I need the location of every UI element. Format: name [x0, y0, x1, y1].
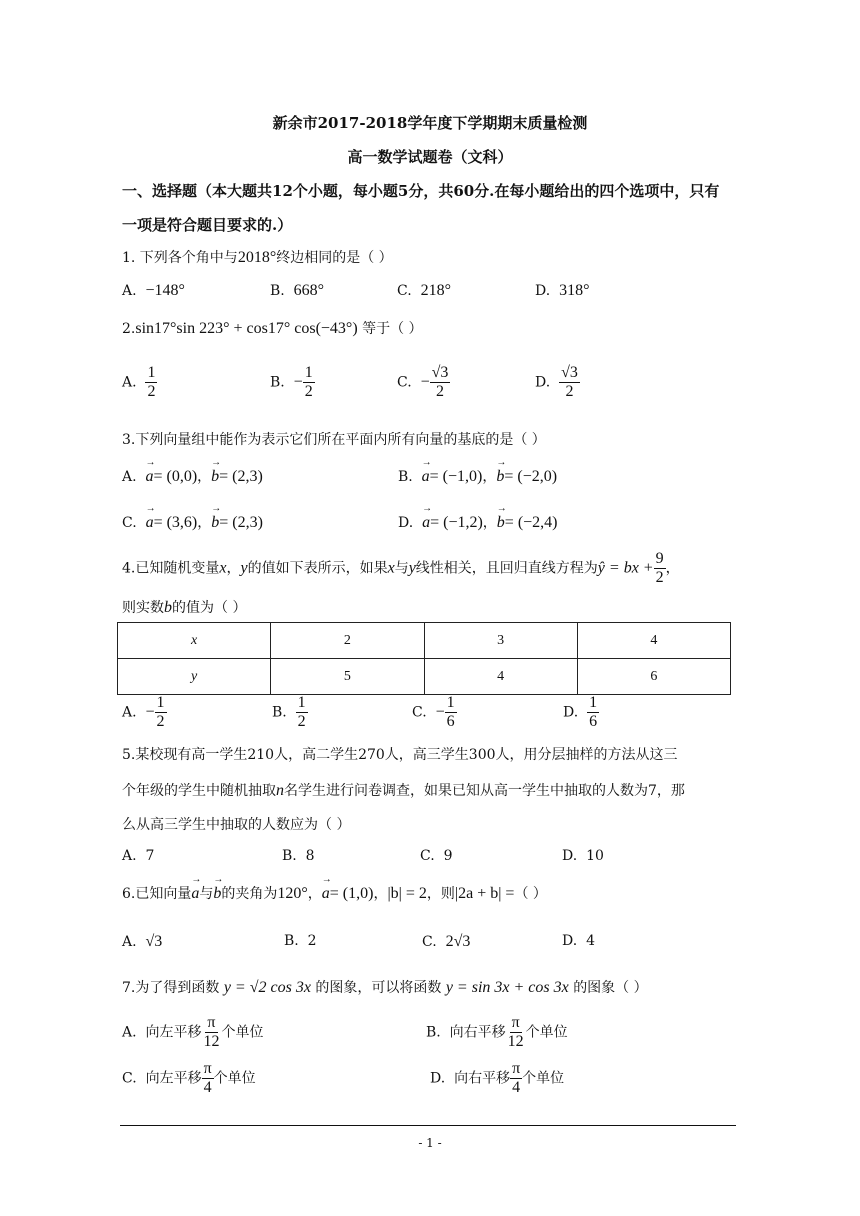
table-cell: 5: [271, 659, 424, 695]
table-cell: 6: [577, 659, 730, 695]
q4-option-b: B. $\frac{1}{2}$: [272, 694, 306, 730]
question-5-line1: 5.某校现有高一学生210人，高二学生270人，高三学生300人，用分层抽样的方法从这三: [122, 747, 678, 763]
question-7-stem: 7.为了得到函数 y = √2 cos 3x 的图象，可以将函数 y = sin 3x + cos 3x 的图象（ ）: [122, 979, 648, 996]
question-1-stem: 1. 下列各个角中与2018°终边相同的是（ ）: [122, 249, 393, 266]
table-row: [118, 659, 731, 695]
question-3-stem: 3.下列向量组中能作为表示它们所在平面内所有向量的基底的是（ ）: [122, 432, 546, 448]
table-cell: y: [118, 659, 271, 695]
q1-option-b: B. 668°: [270, 282, 325, 299]
q7-option-b: B. 向右平移 $\frac{\pi}{12}$ 个单位: [426, 1014, 568, 1050]
footer-divider: [120, 1125, 736, 1126]
q2-option-a: A. $\frac{1}{2}$: [122, 364, 156, 400]
exam-subtitle: 高一数学试题卷（文科）: [347, 148, 513, 166]
q1-option-c: C. 218°: [397, 282, 451, 299]
table-cell: 4: [424, 659, 577, 695]
q3-option-b: B. → a= (−1,0)，→ b= (−2,0): [398, 466, 557, 486]
q4-option-d: D. $\frac{1}{6}$: [563, 694, 598, 730]
q6-option-b: B. 2: [284, 933, 317, 949]
question-4-stem-line2: 则实数b的值为（ ）: [122, 599, 247, 616]
q6-option-a: A. √3: [122, 933, 163, 950]
q7-option-c: C. 向左平移 $\frac{\pi}{4}$ 个单位: [122, 1060, 256, 1096]
question-6-stem: 6.已知向量→ a与→ b的夹角为120°，→ a= (1,0)，|b| = 2，则|2a + b| =（ ）: [122, 883, 547, 903]
table-cell: x: [118, 623, 271, 659]
section-header-line1: 一、选择题（本大题共12个小题，每小题5分，共60分.在每小题给出的四个选项中，只有: [122, 182, 720, 200]
q2-option-c: C. − $\frac{√3}{2}$: [397, 364, 449, 400]
table-row: [118, 623, 731, 659]
q3-option-d: D. → a= (−1,2)，→ b= (−2,4): [398, 512, 558, 532]
q4-option-a: A. − $\frac{1}{2}$: [122, 694, 165, 730]
q5-option-c: C. 9: [420, 848, 453, 864]
table-cell: 2: [271, 623, 424, 659]
q7-option-a: A. 向左平移 $\frac{\pi}{12}$ 个单位: [122, 1014, 264, 1050]
exam-title: 新余市2017-2018学年度下学期期末质量检测: [272, 114, 588, 132]
q3-option-a: A. → a= (0,0)，→ b= (2,3): [122, 466, 263, 486]
table-cell: 4: [577, 623, 730, 659]
q5-option-b: B. 8: [282, 848, 315, 864]
question-5-line3: 么从高三学生中抽取的人数应为（ ）: [122, 817, 351, 833]
q2-option-d: D. $\frac{√3}{2}$: [535, 364, 578, 400]
q2-option-b: B. − $\frac{1}{2}$: [270, 364, 313, 400]
q5-option-a: A. 7: [122, 848, 155, 864]
question-5-line2: 个年级的学生中随机抽取n名学生进行问卷调查，如果已知从高一学生中抽取的人数为7，那: [122, 782, 685, 799]
page-number: - 1 -: [418, 1136, 442, 1150]
q1-option-d: D. 318°: [535, 282, 590, 299]
q5-option-d: D. 10: [562, 848, 604, 864]
regression-data-table: [117, 622, 731, 695]
question-4-stem-line1: 4.已知随机变量x，y的值如下表所示，如果x与y线性相关，且回归直线方程为ŷ = bx + $\frac{9}{2}$ ，: [122, 550, 680, 586]
section-header-line2: 一项是符合题目要求的.）: [122, 216, 293, 234]
q3-option-c: C. → a= (3,6)，→ b= (2,3): [122, 512, 263, 532]
q6-option-d: D. 4: [562, 933, 596, 949]
question-2-stem: 2.sin17°sin 223° + cos17° cos(−43°) 等于（ ）: [122, 320, 423, 337]
q4-option-c: C. − $\frac{1}{6}$: [412, 694, 455, 730]
q1-option-a: A. −148°: [122, 282, 185, 299]
q6-option-c: C. 2√3: [422, 933, 471, 950]
q7-option-d: D. 向右平移 $\frac{\pi}{4}$ 个单位: [430, 1060, 565, 1096]
table-cell: 3: [424, 623, 577, 659]
